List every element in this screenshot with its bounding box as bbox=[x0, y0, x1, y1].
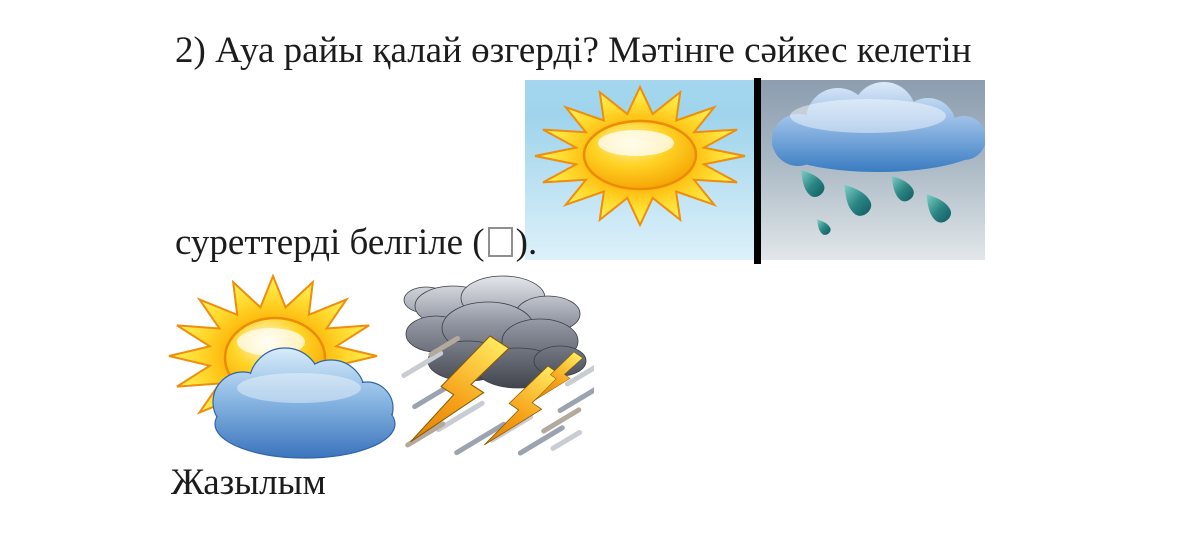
checkbox-square bbox=[488, 227, 513, 257]
sunny-weather-image[interactable] bbox=[525, 80, 754, 260]
raindrops-icon bbox=[794, 165, 954, 237]
question-text-line1: 2) Ауа райы қалай өзгерді? Мәтінге сәйкес келетін bbox=[175, 30, 972, 71]
storm-cloud-lightning-icon bbox=[398, 266, 594, 462]
weather-panels bbox=[525, 80, 985, 260]
thunderstorm-image[interactable] bbox=[398, 266, 594, 462]
sun-icon bbox=[525, 80, 754, 260]
panel-divider bbox=[754, 78, 761, 264]
sun-behind-cloud-icon bbox=[155, 268, 400, 464]
question-text-line2-after: ). bbox=[515, 222, 538, 263]
question-text-line2 bbox=[175, 222, 537, 265]
rain-cloud-icon bbox=[761, 80, 985, 260]
section-label: Жазылым bbox=[171, 462, 326, 503]
rainy-weather-image[interactable] bbox=[761, 80, 985, 260]
partly-cloudy-image[interactable] bbox=[155, 268, 400, 464]
question-text-line2-before: суреттерді белгіле ( bbox=[175, 222, 485, 263]
